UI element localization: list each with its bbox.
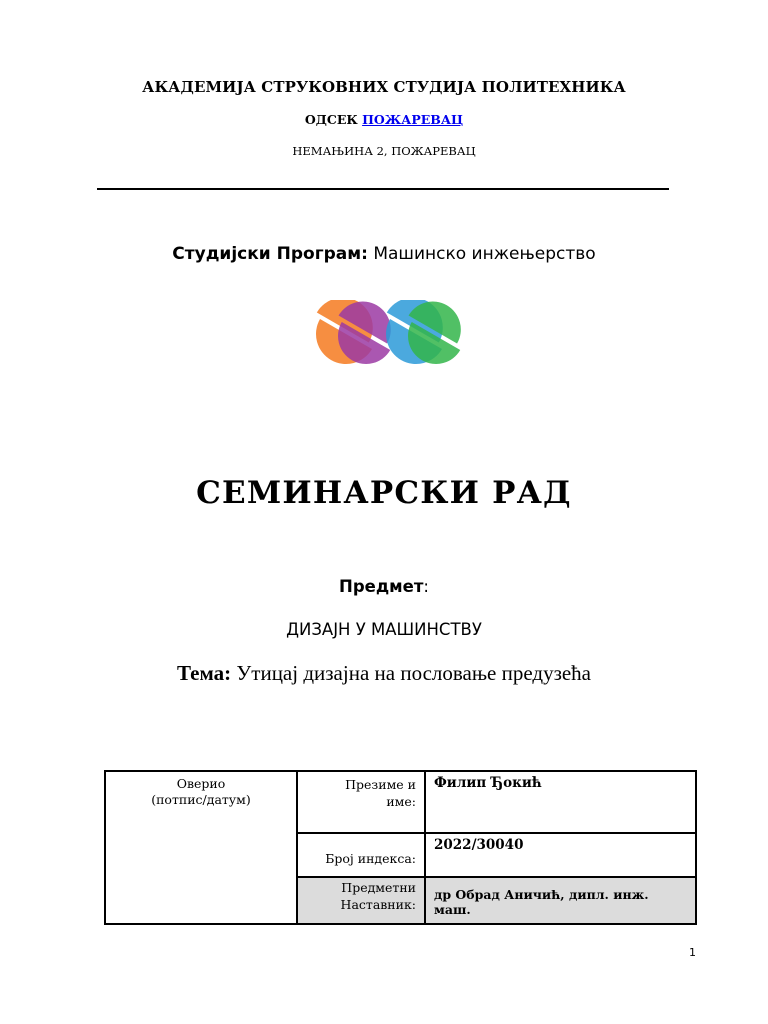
topic-value: Утицај дизајна на пословање предузећа — [236, 661, 592, 685]
page-number: 1 — [689, 946, 696, 959]
study-program — [0, 244, 768, 264]
study-program-label: Студијски Програм: — [172, 244, 368, 264]
teacher-label: Предметни Наставник: — [297, 877, 425, 924]
verification-label: Оверио (потпис/датум) — [151, 776, 251, 807]
header-divider — [97, 188, 669, 190]
table-row — [105, 771, 696, 833]
document-title: СЕМИНАРСКИ РАД — [196, 475, 572, 511]
student-info-table — [104, 770, 697, 925]
index-label: Број индекса: — [297, 833, 425, 877]
department-link[interactable]: ПОЖАРЕВАЦ — [362, 112, 464, 127]
department-label: ОДСЕК — [304, 112, 358, 127]
institution-logo — [308, 300, 472, 372]
index-number: 2022/30040 — [425, 833, 696, 877]
institution-name: АКАДЕМИЈА СТРУКОВНИХ СТУДИЈА ПОЛИТЕХНИКА — [142, 78, 626, 96]
name-label: Презиме и име: — [297, 771, 425, 833]
subject-colon: : — [423, 577, 429, 596]
study-program-value: Машинско инжењерство — [373, 244, 596, 264]
subject-name: ДИЗАЈН У МАШИНСТВУ — [286, 620, 482, 639]
topic-line — [0, 661, 768, 686]
address: НЕМАЊИНА 2, ПОЖАРЕВАЦ — [292, 144, 476, 158]
student-name: Филип Ђокић — [425, 771, 696, 833]
topic-label: Тема: — [176, 661, 232, 685]
subject-label: Предмет — [339, 577, 424, 596]
subject-heading — [0, 577, 768, 596]
department-line — [0, 112, 768, 127]
teacher-name: др Обрад Аничић, дипл. инж. маш. — [425, 877, 696, 924]
verification-cell — [105, 771, 297, 924]
